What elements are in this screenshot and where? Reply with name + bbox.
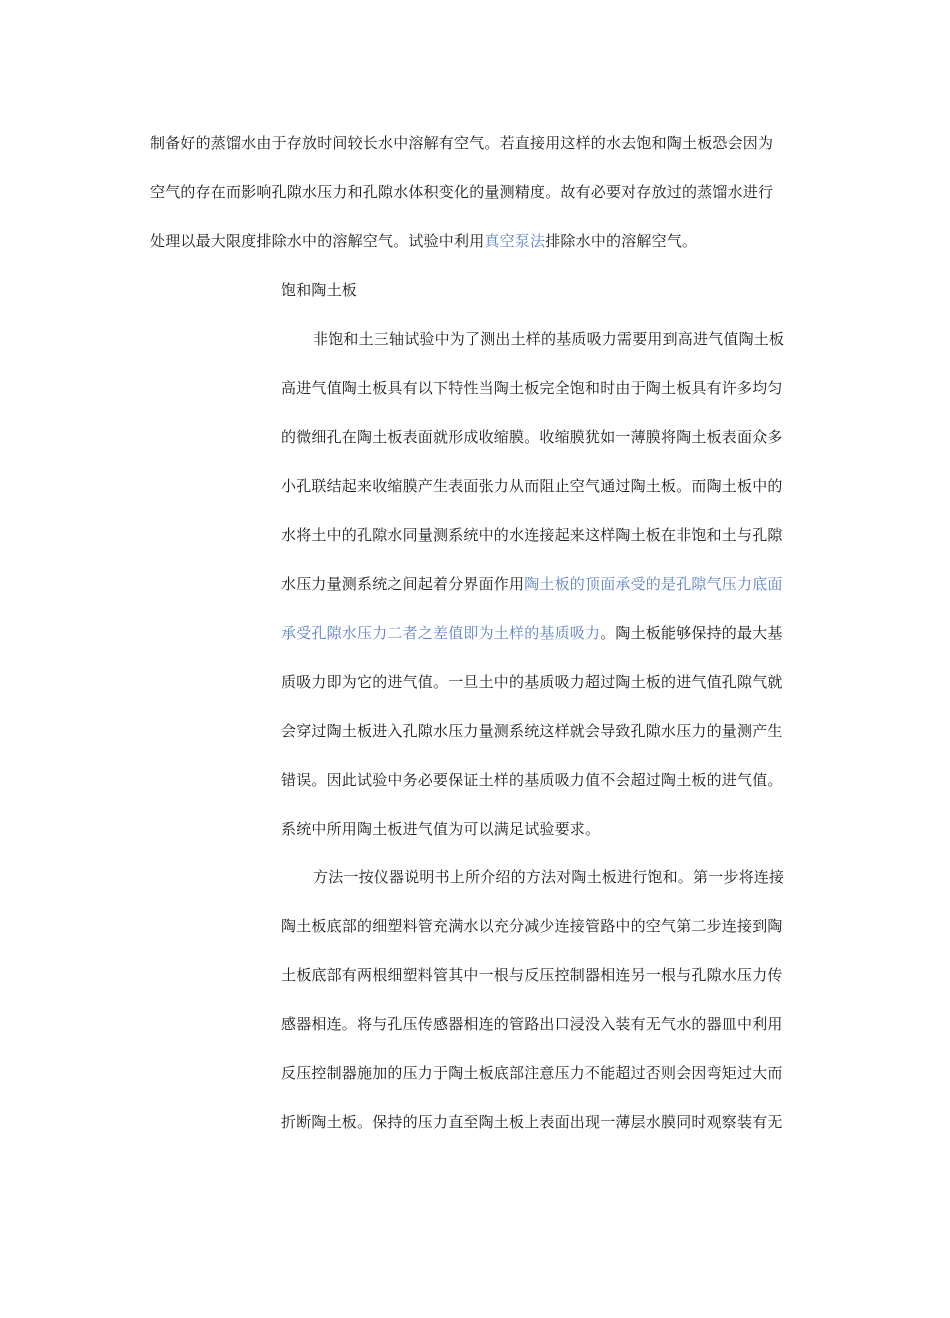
paragraph-2-line-5: 水将土中的孔隙水同量测系统中的水连接起来这样陶土板在非饱和土与孔隙: [281, 526, 783, 544]
paragraph-3-line-1: 方法一按仪器说明书上所介绍的方法对陶土板进行饱和。第一步将连接: [313, 868, 785, 886]
vacuum-pump-method-link[interactable]: 真空泵法: [484, 232, 546, 250]
paragraph-2-line-7: [281, 623, 783, 643]
paragraph-3-line-2: 陶土板底部的细塑料管充满水以充分减少连接管路中的空气第二步连接到陶: [281, 917, 783, 935]
paragraph-2-line-4: 小孔联结起来收缩膜产生表面张力从而阻止空气通过陶土板。而陶土板中的: [281, 477, 783, 495]
matric-suction-link[interactable]: 承受孔隙水压力二者之差值即为土样的基质吸力: [281, 624, 601, 642]
section-heading: 饱和陶土板: [281, 281, 358, 299]
paragraph-1-line-3-text-b: 排除水中的溶解空气。: [545, 232, 698, 250]
paragraph-2-line-1: 非饱和土三轴试验中为了测出土样的基质吸力需要用到高进气值陶土板: [313, 330, 785, 348]
paragraph-1-line-2: 空气的存在而影响孔隙水压力和孔隙水体积变化的量测精度。故有必要对存放过的蒸馏水进行: [150, 183, 774, 201]
paragraph-2-line-2: 高进气值陶土板具有以下特性当陶土板完全饱和时由于陶土板具有许多均匀: [281, 379, 783, 397]
paragraph-2-line-6-text: 水压力量测系统之间起着分界面作用: [281, 575, 525, 593]
paragraph-2-line-6: [281, 574, 783, 594]
paragraph-1-line-1: 制备好的蒸馏水由于存放时间较长水中溶解有空气。若直接用这样的水去饱和陶土板恐会因为: [150, 134, 774, 152]
paragraph-3-line-3: 土板底部有两根细塑料管其中一根与反压控制器相连另一根与孔隙水压力传: [281, 966, 783, 984]
paragraph-2-line-11: 系统中所用陶土板进气值为可以满足试验要求。: [281, 820, 601, 838]
paragraph-2-line-3: 的微细孔在陶土板表面就形成收缩膜。收缩膜犹如一薄膜将陶土板表面众多: [281, 428, 783, 446]
paragraph-2-line-9: 会穿过陶土板进入孔隙水压力量测系统这样就会导致孔隙水压力的量测产生: [281, 722, 783, 740]
paragraph-1-line-3-text-a: 处理以最大限度排除水中的溶解空气。试验中利用: [150, 232, 485, 250]
paragraph-3-line-5: 反压控制器施加的压力于陶土板底部注意压力不能超过否则会因弯矩过大而: [281, 1064, 783, 1082]
paragraph-2-line-8: 质吸力即为它的进气值。一旦土中的基质吸力超过陶土板的进气值孔隙气就: [281, 673, 783, 691]
ceramic-plate-pressure-link[interactable]: 陶土板的顶面承受的是孔隙气压力底面: [524, 575, 783, 593]
paragraph-3-line-6: 折断陶土板。保持的压力直至陶土板上表面出现一薄层水膜同时观察装有无: [281, 1113, 783, 1131]
paragraph-2-line-10: 错误。因此试验中务必要保证土样的基质吸力值不会超过陶土板的进气值。: [281, 771, 783, 789]
paragraph-2-line-7-text: 。陶土板能够保持的最大基: [600, 624, 783, 642]
paragraph-3-line-4: 感器相连。将与孔压传感器相连的管路出口浸没入装有无气水的器皿中利用: [281, 1015, 783, 1033]
paragraph-1-line-3: [150, 231, 697, 251]
